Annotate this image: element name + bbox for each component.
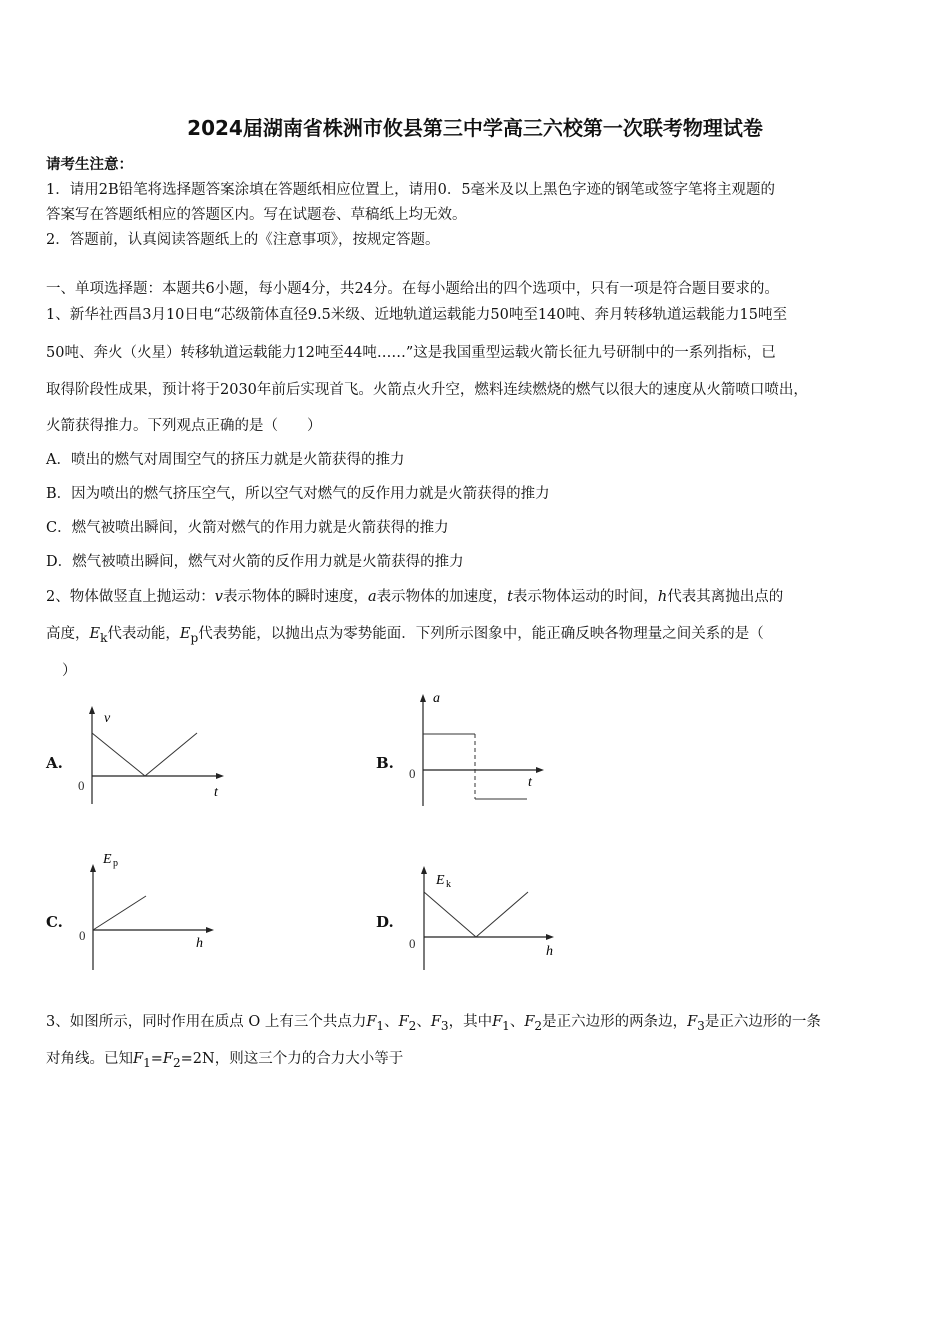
graph-b-origin: 0: [409, 766, 416, 781]
q3-text: 3、如图所示，同时作用在质点 O 上有三个共点力: [46, 1014, 367, 1030]
q2-text: 表示物体运动的时间，: [512, 589, 658, 605]
graph-c-label: C.: [46, 913, 63, 931]
force-f3: F: [687, 1014, 698, 1030]
var-ek: E: [89, 626, 101, 642]
q3-text: 是正六边形的一条: [704, 1014, 821, 1030]
graph-b-x-arrow: [536, 767, 544, 773]
q2-text: 代表动能，: [107, 626, 180, 642]
graph-b-y-arrow: [420, 694, 426, 702]
force-sub: 2: [172, 1055, 181, 1070]
q1-option-a: A．喷出的燃气对周围空气的挤压力就是火箭获得的推力: [46, 452, 405, 468]
q1-option-b: B．因为喷出的燃气挤压空气，所以空气对燃气的反作用力就是火箭获得的推力: [46, 486, 550, 502]
q3-text: 是正六边形的两条边，: [542, 1014, 688, 1030]
var-ep: E: [179, 626, 191, 642]
force-f1: F: [133, 1051, 144, 1067]
q1-line-3: 取得阶段性成果，预计将于2030年前后实现首飞。火箭点火升空，燃料连续燃烧的燃气以很大的速度从火箭喷口喷出，: [46, 382, 808, 398]
graph-a-line-down: [92, 733, 145, 776]
graph-a-x-label: t: [214, 785, 218, 800]
graph-d-label: D.: [376, 913, 394, 931]
graph-d-line-down: [424, 892, 476, 937]
q3-separator: 、: [384, 1014, 399, 1030]
q3-separator: 、: [416, 1014, 431, 1030]
graph-c-origin: 0: [79, 928, 86, 943]
force-sub: 2: [408, 1018, 417, 1033]
q2-line-3: ）: [62, 663, 77, 679]
graph-d-origin: 0: [409, 936, 416, 951]
graph-c-x-label: h: [196, 936, 203, 951]
q1-option-d: D．燃气被喷出瞬间，燃气对火箭的反作用力就是火箭获得的推力: [46, 554, 464, 570]
var-h: h: [657, 589, 668, 605]
var-ek-sub: k: [100, 630, 108, 645]
q3-line-2: [46, 1047, 403, 1070]
force-sub: 2: [534, 1018, 543, 1033]
var-t: t: [507, 589, 513, 605]
graph-a-y-arrow: [89, 706, 95, 714]
graph-a-label: A.: [46, 754, 63, 772]
graph-d-y-arrow: [421, 866, 427, 874]
section-heading: 一、单项选择题：本题共6小题，每小题4分，共24分。在每小题给出的四个选项中，只有一项是符合题目要求的。: [46, 281, 779, 297]
force-f1: F: [366, 1014, 377, 1030]
q1-option-c: C．燃气被喷出瞬间，火箭对燃气的作用力就是火箭获得的推力: [46, 520, 449, 536]
notice-line-2: 答案写在答题纸相应的答题区内。写在试题卷、草稿纸上均无效。: [46, 207, 467, 223]
q2-line-1: [46, 585, 783, 606]
graph-d-x-arrow: [546, 934, 554, 940]
graph-a-x-arrow: [216, 773, 224, 779]
graph-d-y-label: E: [436, 873, 445, 888]
force-sub: 3: [697, 1018, 705, 1033]
q3-separator: 、: [509, 1014, 525, 1030]
var-v: v: [214, 589, 223, 605]
graph-c: [70, 846, 220, 972]
q1-line-1: 1、新华社西昌3月10日电“芯级箭体直径9.5米级、近地轨道运载能力50吨至140吨、奔月转移轨道运载能力15吨至: [46, 307, 787, 323]
graph-b: [400, 686, 550, 810]
force-f1: F: [492, 1014, 503, 1030]
graph-d-x-label: h: [546, 944, 553, 959]
q2-text: 代表其离抛出点的: [667, 589, 784, 605]
q3-line-1: [46, 1010, 821, 1033]
graph-c-y-sub: p: [113, 858, 118, 869]
var-ep-sub: p: [190, 630, 199, 645]
graph-d-line-up: [476, 892, 528, 937]
force-f2: F: [398, 1014, 409, 1030]
graph-b-label: B.: [376, 754, 394, 772]
graph-d: [400, 862, 560, 972]
q3-text: =2N，则这三个力的合力大小等于: [180, 1051, 404, 1067]
force-f2: F: [162, 1051, 173, 1067]
graph-c-line: [93, 896, 146, 930]
force-sub: 3: [440, 1018, 449, 1033]
graph-b-y-label: a: [433, 691, 440, 706]
q1-line-4: 火箭获得推力。下列观点正确的是（ ）: [46, 418, 322, 434]
q2-text: 高度，: [46, 626, 90, 642]
var-a: a: [367, 589, 377, 605]
force-sub: 1: [502, 1018, 510, 1033]
graph-c-x-arrow: [206, 927, 214, 933]
force-sub: 1: [376, 1018, 385, 1033]
q3-equals: =: [150, 1051, 163, 1067]
q1-line-2: 50吨、奔火（火星）转移轨道运载能力12吨至44吨……”这是我国重型运载火箭长征九号研制中的一系列指标，已: [46, 345, 776, 361]
q2-line-2: [46, 622, 764, 645]
exam-title: 2024届湖南省株洲市攸县第三中学高三六校第一次联考物理试卷: [187, 116, 763, 140]
notice-line-1: 1．请用2B铅笔将选择题答案涂填在答题纸相应位置上，请用0．5毫米及以上黑色字迹的钢笔或签字笔将主观题的: [46, 182, 776, 198]
graph-c-y-label: E: [103, 852, 112, 867]
graph-c-y-arrow: [90, 864, 96, 872]
graph-a: [70, 700, 230, 810]
graph-a-line-up: [145, 733, 197, 776]
q2-text: 表示物体的瞬时速度，: [222, 589, 368, 605]
notice-line-3: 2．答题前，认真阅读答题纸上的《注意事项》，按规定答题。: [46, 232, 440, 248]
q3-text: ，其中: [448, 1014, 493, 1030]
graph-d-y-sub: k: [446, 879, 451, 890]
force-f2: F: [524, 1014, 535, 1030]
graph-a-origin: 0: [78, 778, 85, 793]
notice-heading: 请考生注意：: [46, 156, 133, 173]
q3-text: 对角线。已知: [46, 1051, 133, 1067]
force-f3: F: [430, 1014, 441, 1030]
graph-a-y-label: v: [104, 711, 111, 726]
q2-text: 2、物体做竖直上抛运动：: [46, 589, 215, 605]
graph-b-x-label: t: [528, 775, 532, 790]
force-sub: 1: [143, 1055, 151, 1070]
q2-text: 表示物体的加速度，: [376, 589, 508, 605]
q2-text: 代表势能，以抛出点为零势能面．下列所示图象中，能正确反映各物理量之间关系的是（: [198, 626, 764, 642]
